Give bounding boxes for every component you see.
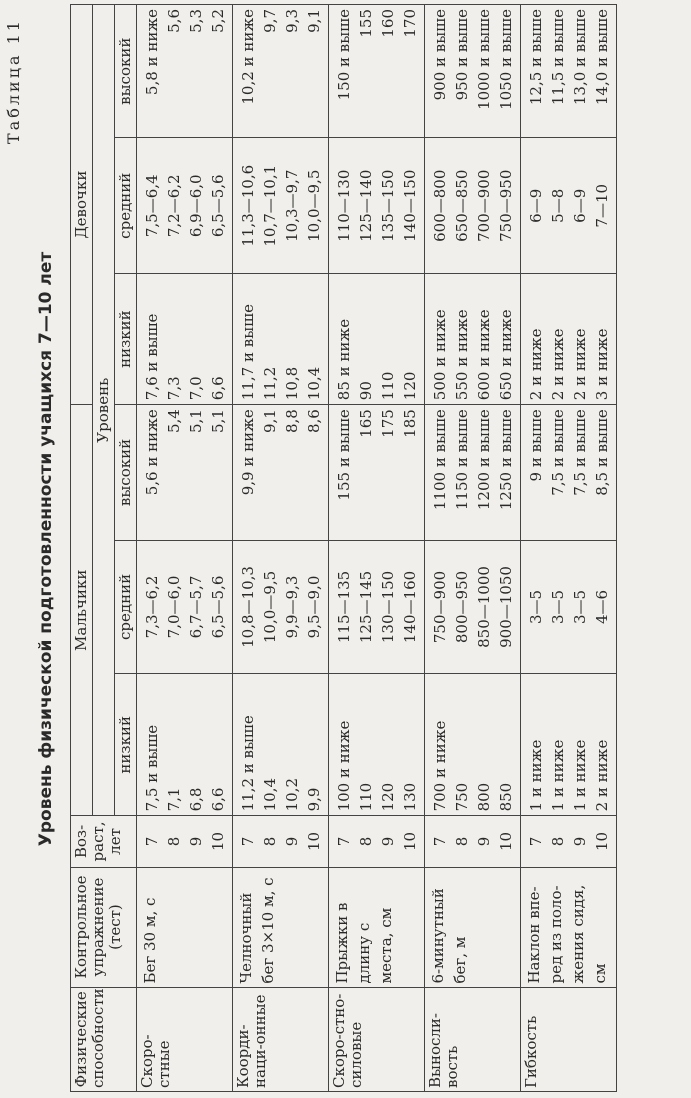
cell-value: 10,3—9,7 (283, 169, 301, 242)
cell-value: 9 (283, 836, 301, 847)
cell-boys-low (329, 674, 425, 816)
cell-value: 7,5 и выше (571, 409, 589, 496)
cell-value: 9,7 (261, 9, 279, 33)
cell-value: 7,5 и выше (143, 724, 161, 812)
cell-value: 1200 и выше (475, 409, 493, 511)
cell-value: 7,0—6,0 (165, 575, 183, 639)
cell-value: 155 и выше (335, 409, 353, 501)
cell-boys-medium (137, 540, 233, 673)
cell-girls-low (521, 274, 617, 405)
cell-value: 130—150 (379, 570, 397, 644)
cell-age (137, 816, 233, 867)
cell-girls-high (521, 5, 617, 138)
cell-value: 9,5—9,0 (305, 575, 323, 639)
cell-girls-high (329, 5, 425, 138)
cell-value: 7—10 (593, 183, 611, 228)
table-body (137, 5, 617, 1092)
cell-girls-high (233, 5, 329, 138)
cell-value: 1 и ниже (571, 739, 589, 812)
cell-value: 7 (143, 836, 161, 847)
cell-value: 14,0 и выше (593, 9, 611, 106)
cell-value: 7,5 и выше (549, 409, 567, 496)
cell-boys-medium (329, 540, 425, 673)
cell-value: 950 и выше (453, 9, 471, 101)
table-label: Таблица 11 (4, 18, 23, 144)
cell-value: 1 и ниже (549, 739, 567, 812)
cell-value: 850—1000 (475, 566, 493, 648)
cell-value: 9 (379, 836, 397, 847)
cell-girls-medium (233, 138, 329, 274)
cell-value: 110 (379, 371, 397, 401)
cell-age (329, 816, 425, 867)
cell-ability: Коорди-наци-онные (233, 987, 329, 1091)
cell-value: 6—9 (527, 188, 545, 223)
cell-girls-low (137, 274, 233, 405)
cell-ability: Гибкость (521, 987, 617, 1091)
cell-exercise: Наклон впе-ред из поло-жения сидя, см (521, 867, 617, 987)
cell-value: 10,4 (261, 778, 279, 812)
cell-value: 7 (527, 836, 545, 847)
cell-boys-low (521, 674, 617, 816)
header-exercise: Контрольное упражнение (тест) (71, 867, 137, 987)
cell-value: 10,0—9,5 (305, 169, 323, 242)
cell-exercise: Челночный бег 3×10 м, с (233, 867, 329, 987)
cell-value: 10,4 (305, 366, 323, 401)
cell-value: 8 (549, 836, 567, 847)
cell-value: 9,1 (261, 409, 279, 434)
cell-value: 1150 и выше (453, 409, 471, 511)
cell-value: 8 (165, 836, 183, 847)
cell-value: 130 (401, 782, 419, 812)
cell-value: 8 (357, 836, 375, 847)
cell-value: 2 и ниже (571, 328, 589, 401)
cell-value: 6,9—6,0 (187, 174, 205, 238)
cell-value: 3—5 (549, 589, 567, 625)
cell-value: 7 (335, 836, 353, 847)
cell-age (233, 816, 329, 867)
cell-value: 11,2 и выше (239, 715, 257, 812)
cell-value: 5,6 и ниже (143, 409, 161, 496)
cell-value: 600—800 (431, 169, 449, 242)
cell-girls-high (425, 5, 521, 138)
cell-value: 13,0 и выше (571, 9, 589, 106)
cell-value: 900—1050 (497, 566, 515, 648)
cell-value: 9 и выше (527, 409, 545, 482)
cell-value: 110—130 (335, 169, 353, 242)
table-row (137, 5, 233, 1092)
cell-value: 120 (401, 371, 419, 401)
table-row (329, 5, 425, 1092)
cell-boys-high (233, 405, 329, 541)
cell-value: 650—850 (453, 169, 471, 242)
cell-value: 800—950 (453, 570, 471, 644)
cell-value: 5—8 (549, 188, 567, 223)
cell-value: 6,8 (187, 787, 205, 812)
cell-value: 9 (475, 836, 493, 847)
cell-value: 6,6 (209, 787, 227, 812)
header-girls-low: низкий (115, 274, 137, 405)
header-boys-high: высокий (115, 405, 137, 541)
cell-value: 12,5 и выше (527, 9, 545, 106)
cell-value: 2 и ниже (549, 328, 567, 401)
cell-value: 10 (593, 831, 611, 852)
cell-value: 6,5—5,6 (209, 174, 227, 238)
cell-exercise: Бег 30 м, с (137, 867, 233, 987)
cell-value: 170 (401, 9, 419, 38)
cell-value: 185 (401, 409, 419, 438)
cell-value: 7,2—6,2 (165, 174, 183, 238)
cell-value: 160 (379, 9, 397, 38)
cell-value: 10,2 (283, 778, 301, 812)
cell-boys-high (137, 405, 233, 541)
cell-value: 3—5 (527, 589, 545, 625)
header-girls-high: высокий (115, 5, 137, 138)
cell-girls-medium (521, 138, 617, 274)
cell-value: 10,8—10,3 (239, 566, 257, 648)
cell-girls-low (233, 274, 329, 405)
cell-value: 2 и ниже (527, 328, 545, 401)
cell-value: 7 (239, 836, 257, 847)
cell-value: 7,0 (187, 376, 205, 401)
cell-value: 600 и ниже (475, 309, 493, 401)
cell-girls-high (137, 5, 233, 138)
cell-value: 9 (187, 836, 205, 847)
cell-value: 5,8 и ниже (143, 9, 161, 96)
cell-value: 7 (431, 836, 449, 847)
header-boys-medium: средний (115, 540, 137, 673)
cell-value: 800 (475, 782, 493, 812)
cell-value: 100 и ниже (335, 720, 353, 812)
cell-value: 135—150 (379, 169, 397, 242)
cell-boys-medium (425, 540, 521, 673)
cell-value: 10,8 (283, 366, 301, 401)
cell-value: 125—140 (357, 169, 375, 242)
cell-value: 11,5 и выше (549, 9, 567, 106)
cell-value: 750—950 (497, 169, 515, 242)
cell-value: 155 (357, 9, 375, 38)
cell-value: 7,5—6,4 (143, 174, 161, 238)
cell-girls-medium (137, 138, 233, 274)
header-boys-low: низкий (115, 674, 137, 816)
cell-value: 1 и ниже (527, 739, 545, 812)
cell-value: 550 и ниже (453, 309, 471, 401)
cell-value: 750—900 (431, 570, 449, 644)
cell-value: 1000 и выше (475, 9, 493, 110)
cell-value: 11,3—10,6 (239, 164, 257, 247)
cell-value: 700 и ниже (431, 720, 449, 812)
cell-value: 9 (571, 836, 589, 847)
cell-value: 5,6 (165, 9, 183, 33)
cell-value: 2 и ниже (593, 739, 611, 812)
cell-value: 11,7 и выше (239, 304, 257, 401)
cell-value: 7,3 (165, 376, 183, 401)
cell-value: 9,9—9,3 (283, 575, 301, 639)
cell-value: 9,3 (283, 9, 301, 33)
cell-value: 9,9 и ниже (239, 409, 257, 496)
cell-value: 6—9 (571, 188, 589, 223)
cell-value: 8 (453, 836, 471, 847)
cell-boys-medium (521, 540, 617, 673)
cell-boys-low (233, 674, 329, 816)
cell-value: 140—160 (401, 570, 419, 644)
cell-exercise: Прыжки в длину с места, см (329, 867, 425, 987)
cell-value: 750 (453, 782, 471, 812)
cell-value: 175 (379, 409, 397, 438)
cell-value: 10 (401, 831, 419, 852)
cell-value: 10 (497, 831, 515, 852)
table-row (425, 5, 521, 1092)
cell-ability: Выносли-вость (425, 987, 521, 1091)
cell-girls-medium (425, 138, 521, 274)
cell-girls-low (329, 274, 425, 405)
cell-value: 5,4 (165, 409, 183, 434)
cell-value: 11,2 (261, 366, 279, 401)
cell-value: 650 и ниже (497, 309, 515, 401)
cell-value: 150 и выше (335, 9, 353, 101)
cell-boys-high (425, 405, 521, 541)
cell-ability: Скоро-стные (137, 987, 233, 1091)
cell-value: 4—6 (593, 589, 611, 625)
cell-value: 900 и выше (431, 9, 449, 101)
cell-value: 8,8 (283, 409, 301, 434)
cell-value: 3 и ниже (593, 328, 611, 401)
cell-value: 6,7—5,7 (187, 575, 205, 639)
cell-value: 90 (357, 381, 375, 401)
cell-value: 10,7—10,1 (261, 164, 279, 247)
cell-value: 3—5 (571, 589, 589, 625)
cell-boys-low (137, 674, 233, 816)
cell-value: 9,1 (305, 9, 323, 33)
cell-value: 5,3 (187, 9, 205, 33)
header-level: Уровень (93, 5, 115, 816)
cell-boys-low (425, 674, 521, 816)
cell-boys-high (521, 405, 617, 541)
cell-girls-medium (329, 138, 425, 274)
header-ability: Физические способности (71, 987, 137, 1091)
cell-value: 8,6 (305, 409, 323, 434)
cell-value: 110 (357, 782, 375, 812)
cell-exercise: 6-минутный бег, м (425, 867, 521, 987)
table-row (233, 5, 329, 1092)
header-girls-medium: средний (115, 138, 137, 274)
cell-value: 5,1 (209, 409, 227, 434)
cell-boys-medium (233, 540, 329, 673)
header-boys: Мальчики (71, 405, 93, 816)
cell-value: 7,6 и выше (143, 313, 161, 401)
cell-ability: Скоро-стно-силовые (329, 987, 425, 1091)
cell-value: 5,1 (187, 409, 205, 434)
cell-value: 1100 и выше (431, 409, 449, 511)
cell-value: 10,2 и ниже (239, 9, 257, 105)
cell-value: 850 (497, 782, 515, 812)
table-row (521, 5, 617, 1092)
cell-age (425, 816, 521, 867)
header-girls: Девочки (71, 5, 93, 405)
header-age: Воз-раст, лет (71, 816, 137, 867)
cell-value: 1250 и выше (497, 409, 515, 511)
cell-value: 10 (305, 831, 323, 852)
cell-value: 10,0—9,5 (261, 570, 279, 644)
cell-value: 8 (261, 836, 279, 847)
cell-value: 140—150 (401, 169, 419, 242)
cell-value: 165 (357, 409, 375, 438)
table-title: Уровень физической подготовленности учащихся 7—10 лет (36, 251, 56, 847)
cell-value: 115—135 (335, 570, 353, 644)
cell-value: 6,5—5,6 (209, 575, 227, 639)
cell-value: 85 и ниже (335, 318, 353, 401)
cell-value: 10 (209, 831, 227, 852)
cell-value: 9,9 (305, 787, 323, 812)
cell-value: 1050 и выше (497, 9, 515, 110)
cell-value: 120 (379, 782, 397, 812)
fitness-table (70, 4, 617, 1092)
cell-value: 500 и ниже (431, 309, 449, 401)
cell-age (521, 816, 617, 867)
cell-value: 8,5 и выше (593, 409, 611, 496)
cell-boys-high (329, 405, 425, 541)
cell-girls-low (425, 274, 521, 405)
cell-value: 6,6 (209, 376, 227, 401)
cell-value: 5,2 (209, 9, 227, 33)
cell-value: 7,3—6,2 (143, 575, 161, 639)
cell-value: 700—900 (475, 169, 493, 242)
cell-value: 7,1 (165, 787, 183, 812)
cell-value: 125—145 (357, 570, 375, 644)
